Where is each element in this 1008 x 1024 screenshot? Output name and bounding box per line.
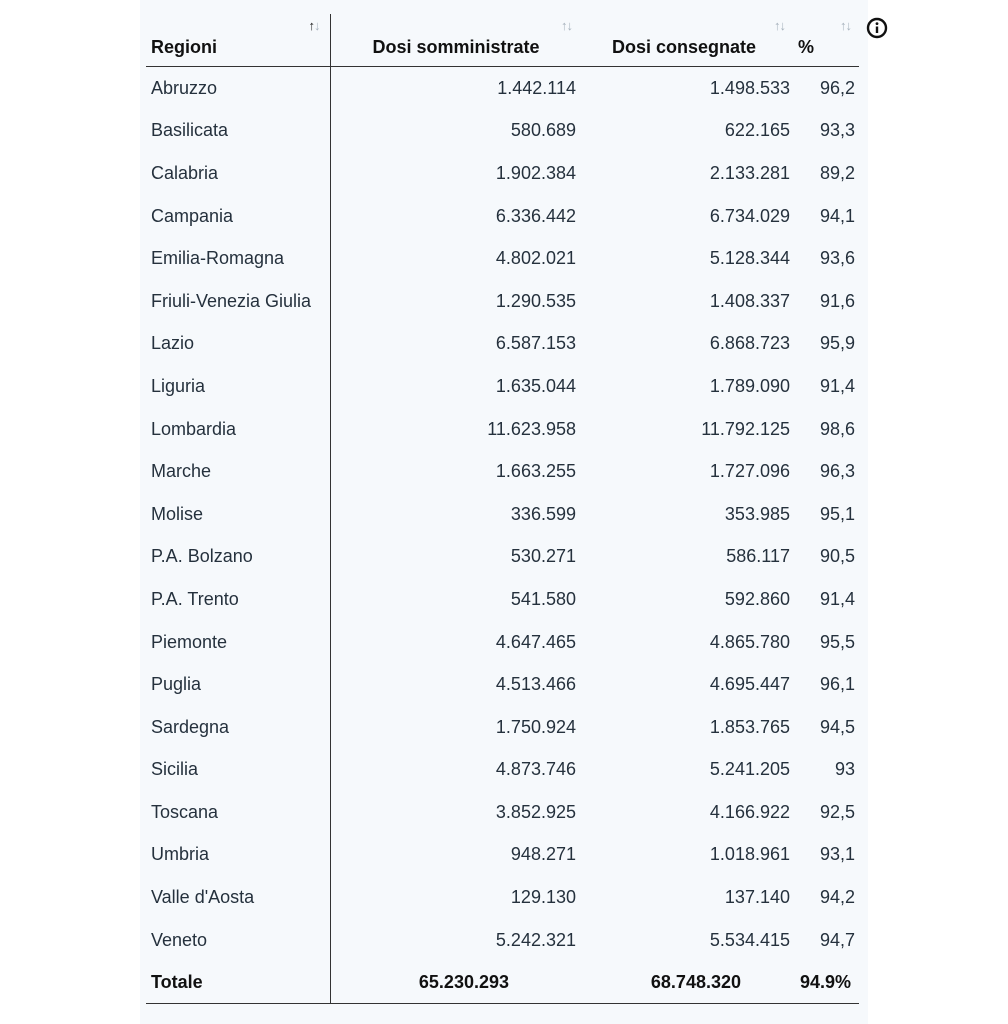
table-row: [146, 408, 859, 451]
percent-cell: 91,4: [819, 375, 855, 396]
administered-doses-cell: 530.271: [510, 546, 576, 567]
region-name-cell: Marche: [146, 450, 330, 493]
header-percent-label: %: [798, 37, 815, 57]
region-name-cell: Emilia-Romagna: [146, 237, 330, 280]
table-row: [146, 280, 859, 323]
regions-table: [146, 14, 859, 1004]
table-row: [146, 152, 859, 195]
region-name-cell: Basilicata: [146, 110, 330, 153]
percent-cell: 93: [834, 759, 855, 780]
delivered-doses-cell: 6.868.723: [709, 333, 790, 354]
administered-doses-cell: 1.750.924: [495, 716, 576, 737]
region-name-cell: Campania: [146, 195, 330, 238]
percent-cell: 98,6: [819, 418, 855, 439]
table-row: [146, 621, 859, 664]
administered-doses-cell: 1.663.255: [495, 461, 576, 482]
region-name-cell: Friuli-Venezia Giulia: [146, 280, 330, 323]
percent-cell: 94,7: [819, 929, 855, 950]
header-regioni-label: Regioni: [151, 37, 217, 57]
header-regioni[interactable]: [146, 14, 330, 67]
percent-cell: 95,9: [819, 333, 855, 354]
region-name-cell: Sicilia: [146, 749, 330, 792]
percent-cell: 95,1: [819, 503, 855, 524]
total-label-cell: Totale: [146, 961, 330, 1004]
region-name-cell: P.A. Trento: [146, 578, 330, 621]
sort-somministrate-icon[interactable]: ↑↓: [561, 18, 572, 33]
table-body: [146, 67, 859, 1004]
region-name-cell: Liguria: [146, 365, 330, 408]
administered-doses-cell: 4.873.746: [495, 759, 576, 780]
table-row: [146, 365, 859, 408]
percent-cell: 93,6: [819, 248, 855, 269]
header-percent[interactable]: [793, 14, 859, 67]
table-row: [146, 450, 859, 493]
region-name-cell: Abruzzo: [146, 67, 330, 110]
delivered-doses-cell: 5.534.415: [709, 929, 790, 950]
delivered-doses-cell: 1.853.765: [709, 716, 790, 737]
administered-doses-cell: 5.242.321: [495, 929, 576, 950]
table-row: [146, 493, 859, 536]
table-row: [146, 578, 859, 621]
region-name-cell: Piemonte: [146, 621, 330, 664]
administered-doses-cell: 4.802.021: [495, 248, 576, 269]
table-row: [146, 834, 859, 877]
region-name-cell: Veneto: [146, 919, 330, 962]
delivered-doses-cell: 2.133.281: [709, 162, 790, 183]
sort-percent-icon[interactable]: ↑↓: [840, 18, 851, 33]
delivered-doses-cell: 137.140: [724, 887, 790, 908]
header-dosi-somministrate[interactable]: [330, 14, 580, 67]
administered-doses-cell: 1.902.384: [495, 162, 576, 183]
region-name-cell: Molise: [146, 493, 330, 536]
delivered-doses-cell: 353.985: [724, 503, 790, 524]
percent-cell: 91,6: [819, 290, 855, 311]
administered-doses-cell: 11.623.958: [487, 418, 576, 439]
delivered-doses-cell: 1.408.337: [709, 290, 790, 311]
region-name-cell: Sardegna: [146, 706, 330, 749]
total-percent-cell: 94.9%: [793, 961, 859, 1004]
total-administered-cell: 65.230.293: [330, 961, 580, 1004]
administered-doses-cell: 3.852.925: [495, 801, 576, 822]
region-name-cell: P.A. Bolzano: [146, 536, 330, 579]
table-row: [146, 791, 859, 834]
administered-doses-cell: 6.587.153: [495, 333, 576, 354]
percent-cell: 96,3: [819, 461, 855, 482]
delivered-doses-cell: 5.128.344: [709, 248, 790, 269]
region-name-cell: Lombardia: [146, 408, 330, 451]
administered-doses-cell: 580.689: [510, 120, 576, 141]
table-row: [146, 323, 859, 366]
table-row: [146, 110, 859, 153]
table-row: [146, 67, 859, 110]
administered-doses-cell: 1.290.535: [495, 290, 576, 311]
region-name-cell: Puglia: [146, 663, 330, 706]
delivered-doses-cell: 1.789.090: [709, 375, 790, 396]
percent-cell: 94,5: [819, 716, 855, 737]
table-row: [146, 237, 859, 280]
region-name-cell: Lazio: [146, 323, 330, 366]
percent-cell: 93,3: [819, 120, 855, 141]
table-row: [146, 706, 859, 749]
info-icon[interactable]: [866, 17, 888, 39]
total-delivered-cell: 68.748.320: [580, 961, 793, 1004]
total-row: [146, 961, 859, 1004]
region-name-cell: Umbria: [146, 834, 330, 877]
administered-doses-cell: 1.635.044: [495, 375, 576, 396]
header-dosi-consegnate-label: Dosi consegnate: [612, 37, 757, 57]
administered-doses-cell: 948.271: [510, 844, 576, 865]
delivered-doses-cell: 11.792.125: [701, 418, 790, 439]
header-dosi-somministrate-label: Dosi somministrate: [372, 37, 540, 57]
administered-doses-cell: 129.130: [510, 887, 576, 908]
percent-cell: 93,1: [819, 844, 855, 865]
delivered-doses-cell: 6.734.029: [709, 205, 790, 226]
percent-cell: 96,2: [819, 77, 855, 98]
administered-doses-cell: 4.513.466: [495, 674, 576, 695]
delivered-doses-cell: 4.865.780: [709, 631, 790, 652]
region-name-cell: Valle d'Aosta: [146, 876, 330, 919]
table-row: [146, 876, 859, 919]
administered-doses-cell: 541.580: [510, 588, 576, 609]
percent-cell: 89,2: [819, 162, 855, 183]
sort-consegnate-icon[interactable]: ↑↓: [774, 18, 785, 33]
administered-doses-cell: 4.647.465: [495, 631, 576, 652]
percent-cell: 95,5: [819, 631, 855, 652]
table-row: [146, 663, 859, 706]
administered-doses-cell: 336.599: [510, 503, 576, 524]
delivered-doses-cell: 4.695.447: [709, 674, 790, 695]
table-row: [146, 749, 859, 792]
table-row: [146, 195, 859, 238]
delivered-doses-cell: 1.018.961: [709, 844, 790, 865]
table-row: [146, 919, 859, 962]
percent-cell: 91,4: [819, 588, 855, 609]
administered-doses-cell: 1.442.114: [497, 77, 576, 98]
delivered-doses-cell: 622.165: [724, 120, 790, 141]
delivered-doses-cell: 592.860: [724, 588, 790, 609]
table-header-row: [146, 14, 859, 67]
delivered-doses-cell: 4.166.922: [709, 801, 790, 822]
percent-cell: 94,1: [819, 205, 855, 226]
percent-cell: 96,1: [819, 674, 855, 695]
delivered-doses-cell: 5.241.205: [709, 759, 790, 780]
sort-regioni-icon[interactable]: ↑↓: [308, 18, 320, 33]
region-name-cell: Toscana: [146, 791, 330, 834]
percent-cell: 94,2: [819, 887, 855, 908]
delivered-doses-cell: 1.498.533: [709, 77, 790, 98]
administered-doses-cell: 6.336.442: [495, 205, 576, 226]
percent-cell: 90,5: [819, 546, 855, 567]
percent-cell: 92,5: [819, 801, 855, 822]
delivered-doses-cell: 1.727.096: [709, 461, 790, 482]
table-row: [146, 536, 859, 579]
header-dosi-consegnate[interactable]: [580, 14, 793, 67]
region-name-cell: Calabria: [146, 152, 330, 195]
delivered-doses-cell: 586.117: [726, 546, 790, 567]
